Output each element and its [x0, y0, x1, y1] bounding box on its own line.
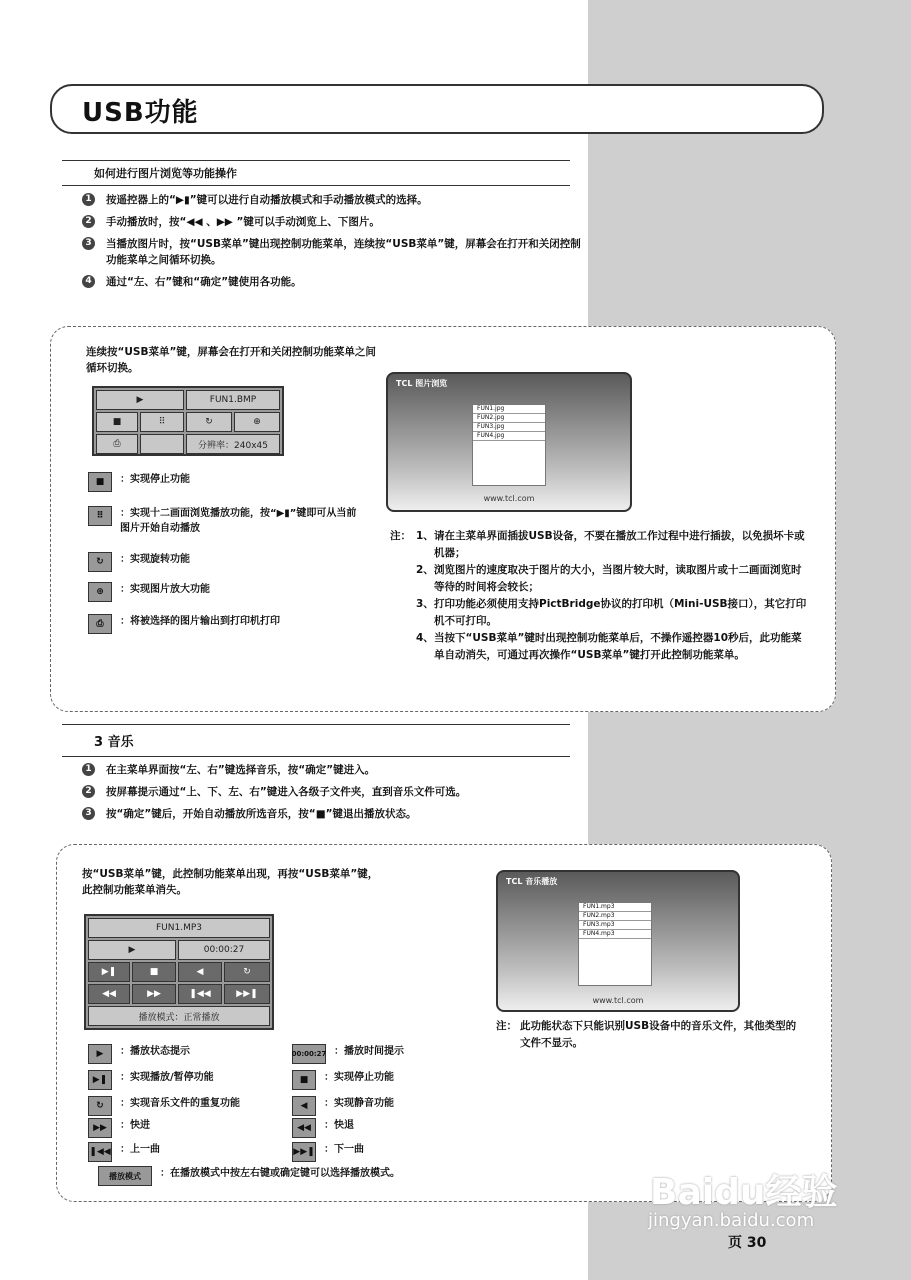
- legend-item: ■ ：实现停止功能: [88, 472, 190, 492]
- step-item: 1 在主菜单界面按“左、右”键选择音乐，按“确定”键进入。: [82, 762, 602, 778]
- repeat-button[interactable]: ↻: [224, 962, 270, 982]
- step-item: 3 按“确定”键后，开始自动播放所选音乐，按“■”键退出播放状态。: [82, 806, 602, 822]
- previous-icon: ❚◀◀: [88, 1142, 112, 1162]
- previous-button[interactable]: ❚◀◀: [178, 984, 222, 1004]
- rotate-button[interactable]: ↻: [186, 412, 232, 432]
- rotate-icon: ↻: [88, 552, 112, 572]
- music-screen-preview: [496, 870, 740, 1012]
- screen-title: TCL 图片浏览: [396, 379, 448, 388]
- photo-screen-preview: [386, 372, 632, 512]
- note-label: 注：: [496, 1020, 517, 1032]
- list-item: FUN2.jpg: [473, 414, 545, 423]
- list-item: FUN2.mp3: [579, 912, 651, 921]
- watermark-logo: Baidu经验: [650, 1172, 838, 1213]
- step-item: 2 按屏幕提示通过“上、下、左、右”键进入各级子文件夹，直到音乐文件可选。: [82, 784, 602, 800]
- watermark-url: jingyan.baidu.com: [648, 1210, 815, 1231]
- legend-item: ■ ：实现停止功能: [292, 1070, 394, 1090]
- print-button[interactable]: ⎙: [96, 434, 138, 454]
- play-status-icon: ▶: [88, 1044, 112, 1064]
- play-mode-icon: 播放模式: [98, 1166, 152, 1186]
- photo-control-menu: [92, 386, 284, 456]
- note-item: 4、 当按下“USB菜单”键时出现控制功能菜单后，不操作遥控器10秒后，此功能菜单自动消失，可通过再次操作“USB菜单”键打开此控制功能菜单。: [416, 632, 802, 661]
- legend-item: ↻ ：实现音乐文件的重复功能: [88, 1096, 240, 1116]
- screen-url: www.tcl.com: [483, 494, 535, 503]
- stop-button[interactable]: ■: [132, 962, 176, 982]
- note-item: 2、 浏览图片的速度取决于图片的大小，当图片较大时，读取图片或十二画面浏览时等待的时间将会较长；: [416, 564, 802, 593]
- section2-steps: [82, 762, 602, 828]
- legend-item: ⊕ ：实现图片放大功能: [88, 582, 210, 602]
- screen-url: www.tcl.com: [592, 996, 644, 1005]
- list-item: FUN4.jpg: [473, 432, 545, 441]
- legend-item: ◀ ：实现静音功能: [292, 1096, 394, 1116]
- next-icon: ▶▶❚: [292, 1142, 316, 1162]
- page-title: USB功能: [82, 98, 199, 128]
- list-item: FUN4.mp3: [579, 930, 651, 939]
- legend-item: ▶▶ ：快进: [88, 1118, 150, 1138]
- photo-legend: [88, 472, 368, 652]
- zoom-button[interactable]: ⊕: [234, 412, 280, 432]
- play-status: ▶: [88, 940, 176, 960]
- grid-button[interactable]: ⠿: [140, 412, 184, 432]
- fast-forward-icon: ▶▶: [88, 1118, 112, 1138]
- photo-intro: 连续按“USB菜单”键，屏幕会在打开和关闭控制功能菜单之间循环切换。: [86, 346, 376, 374]
- rewind-icon: ◀◀: [292, 1118, 316, 1138]
- legend-item: ▶❚ ：实现播放/暂停功能: [88, 1070, 214, 1090]
- legend-item: ⠿ ：实现十二画面浏览播放功能，按“▶▮”键即可从当前图片开始自动播放: [88, 506, 358, 536]
- mute-icon: ◀: [292, 1096, 316, 1116]
- list-item: FUN3.jpg: [473, 423, 545, 432]
- rewind-button[interactable]: ◀◀: [88, 984, 130, 1004]
- page-title-box: [50, 84, 824, 134]
- legend-item: ▶▶❚ ：下一曲: [292, 1142, 364, 1162]
- grid-icon: ⠿: [88, 506, 112, 526]
- mute-button[interactable]: ◀: [178, 962, 222, 982]
- stop-button[interactable]: ■: [96, 412, 138, 432]
- play-mode-button[interactable]: 播放模式：正常播放: [88, 1006, 270, 1026]
- music-legend: [88, 1044, 528, 1184]
- list-item: FUN1.jpg: [473, 405, 545, 414]
- notes-label: 注：: [390, 530, 411, 542]
- legend-item: 播放模式 ：在播放模式中按左右键或确定键可以选择播放模式。: [98, 1166, 400, 1186]
- file-list: [578, 902, 652, 986]
- step-item: 2 手动播放时，按“◀◀ 、▶▶ ”键可以手动浏览上、下图片。: [82, 214, 582, 230]
- legend-item: ❚◀◀ ：上一曲: [88, 1142, 160, 1162]
- legend-item: ⎙ ：将被选择的图片输出到打印机打印: [88, 614, 280, 634]
- play-pause-button[interactable]: ▶❚: [88, 962, 130, 982]
- print-icon: ⎙: [88, 614, 112, 634]
- time-display: 00:00:27: [178, 940, 270, 960]
- repeat-icon: ↻: [88, 1096, 112, 1116]
- list-item: FUN3.mp3: [579, 921, 651, 930]
- time-status-icon: 00:00:27: [292, 1044, 326, 1064]
- section2-heading: 3 音乐: [62, 724, 570, 757]
- filename-display: FUN1.MP3: [88, 918, 270, 938]
- step-item: 1 按遥控器上的“▶▮”键可以进行自动播放模式和手动播放模式的选择。: [82, 192, 582, 208]
- note-item: 3、 打印功能必须使用支持PictBridge协议的打印机（Mini-USB接口），其它打印机不可打印。: [416, 598, 807, 627]
- stop-icon: ■: [88, 472, 112, 492]
- section1-heading: 如何进行图片浏览等功能操作: [62, 160, 570, 186]
- stop-icon: ■: [292, 1070, 316, 1090]
- blank-cell: [140, 434, 184, 454]
- legend-item: ◀◀ ：快退: [292, 1118, 354, 1138]
- fast-forward-button[interactable]: ▶▶: [132, 984, 176, 1004]
- screen-title: TCL 音乐播放: [506, 877, 558, 886]
- music-intro: 按“USB菜单”键，此控制功能菜单出现，再按“USB菜单”键，此控制功能菜单消失。: [82, 868, 379, 896]
- file-list: [472, 404, 546, 486]
- legend-item: ↻ ：实现旋转功能: [88, 552, 190, 572]
- resolution-display: 分辨率：240x45: [186, 434, 280, 454]
- note-item: 1、 请在主菜单界面插拔USB设备，不要在播放工作过程中进行插拔，以免损坏卡或机器；: [416, 530, 805, 559]
- list-item: FUN1.mp3: [579, 903, 651, 912]
- step-item: 3 当播放图片时，按“USB菜单”键出现控制功能菜单，连续按“USB菜单”键，屏幕会在打开和关闭控制功能菜单之间循环切换。: [82, 236, 582, 268]
- zoom-icon: ⊕: [88, 582, 112, 602]
- next-button[interactable]: ▶▶❚: [224, 984, 270, 1004]
- legend-item: 00:00:27 ：播放时间提示: [292, 1044, 404, 1064]
- filename-display: FUN1.BMP: [186, 390, 280, 410]
- page-number: 页 30: [728, 1235, 767, 1251]
- music-control-menu: [84, 914, 274, 1030]
- legend-item: ▶ ：播放状态提示: [88, 1044, 190, 1064]
- section1-steps: [82, 192, 582, 296]
- step-item: 4 通过“左、右”键和“确定”键使用各功能。: [82, 274, 582, 290]
- play-button[interactable]: ▶: [96, 390, 184, 410]
- play-pause-icon: ▶❚: [88, 1070, 112, 1090]
- note-text: 此功能状态下只能识别USB设备中的音乐文件，其他类型的文件不显示。: [520, 1020, 797, 1049]
